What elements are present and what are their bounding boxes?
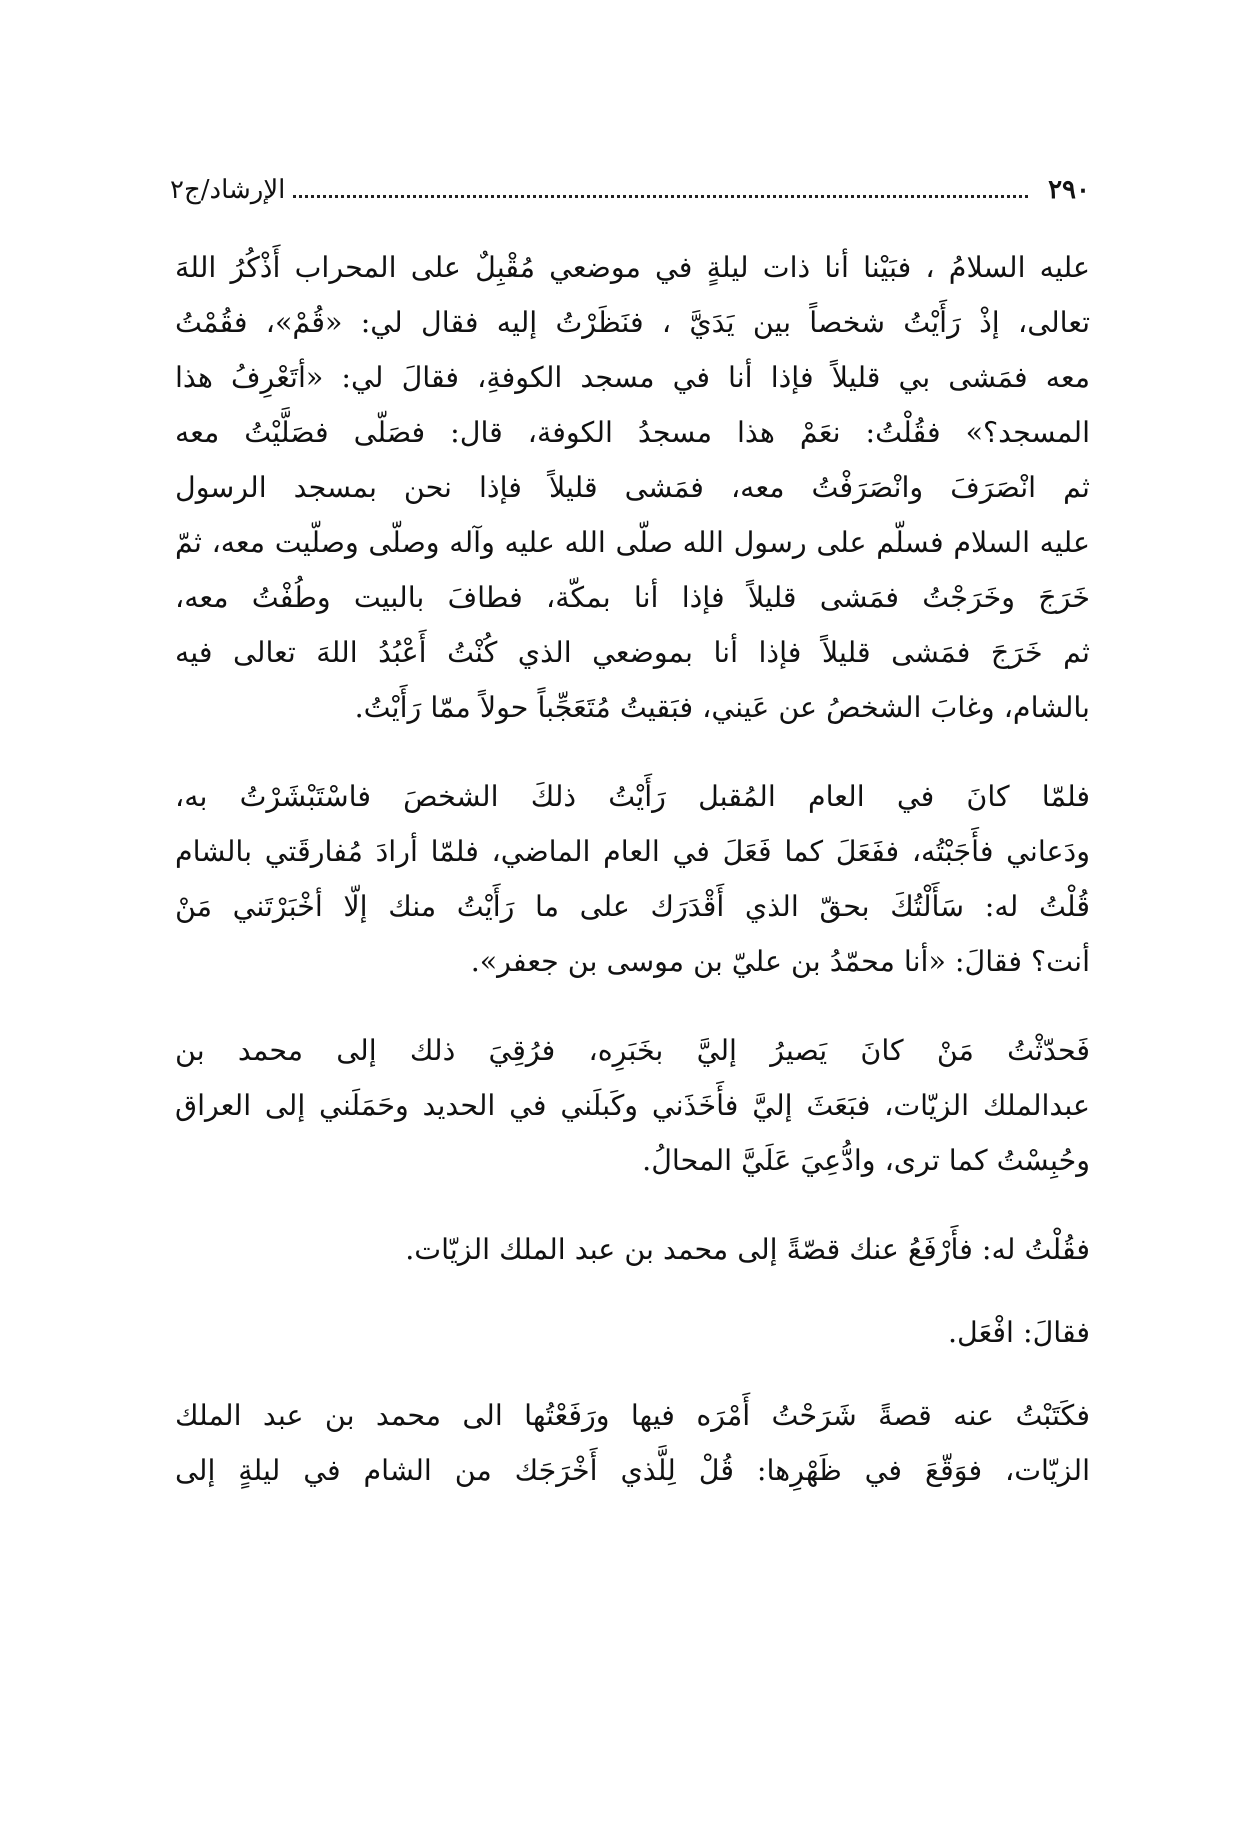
paragraph-5 bbox=[175, 1305, 1090, 1360]
text-line: ودَعاني فأَجَبْتُه، ففَعَلَ كما فَعَلَ في العام الماضي، فلمّا أرادَ مُفارقَتي بالشام bbox=[175, 835, 1090, 868]
paragraph-6 bbox=[175, 1388, 1090, 1498]
text-line: ثم انْصَرَفَ وانْصَرَفْتُ معه، فمَشى قليلاً فإذا نحن بمسجد الرسول bbox=[175, 471, 1090, 504]
text-line: الزيّات، فوَقّعَ في ظَهْرِها: قُلْ لِلَّذي أَخْرَجَك من الشام في ليلةٍ إلى bbox=[175, 1454, 1090, 1487]
text-line: قُلْتُ له: سَأَلْتُكَ بحقّ الذي أَقْدَرَك على ما رَأَيْتُ منك إلّا أخْبَرْتَني مَنْ bbox=[175, 890, 1090, 923]
header-dotted-leader bbox=[293, 195, 1028, 198]
text-line: فكَتَبْتُ عنه قصةً شَرَحْتُ أَمْرَه فيها ورَفَعْتُها الى محمد بن عبد الملك bbox=[175, 1399, 1090, 1432]
page-body bbox=[175, 240, 1090, 1498]
page-number: ٢٩٠ bbox=[1048, 175, 1090, 205]
paragraph-gap bbox=[175, 989, 1090, 1023]
paragraph-4 bbox=[175, 1222, 1090, 1277]
paragraph-gap bbox=[175, 1188, 1090, 1222]
text-line: فلمّا كانَ في العام المُقبل رَأَيْتُ ذلكَ الشخصَ فاسْتَبْشَرْتُ به، bbox=[175, 780, 1090, 813]
text-line: عليه السلام فسلّم على رسول الله صلّى الله عليه وآله وصلّى وصلّيت معه، ثمّ bbox=[175, 526, 1090, 559]
paragraph-1 bbox=[175, 240, 1090, 735]
text-line: ثم خَرَجَ فمَشى قليلاً فإذا أنا بموضعي الذي كُنْتُ أَعْبُدُ اللهَ تعالى فيه bbox=[175, 636, 1090, 669]
paragraph-2 bbox=[175, 769, 1090, 989]
text-line: وحُبِسْتُ كما ترى، وادُّعِيَ عَلَيَّ المحالُ. bbox=[642, 1144, 1090, 1177]
text-line: أنت؟ فقالَ: «أنا محمّدُ بن عليّ بن موسى بن جعفر». bbox=[470, 945, 1090, 978]
text-line: بالشام، وغابَ الشخصُ عن عَيني، فبَقيتُ مُتَعَجِّباً حولاً ممّا رَأَيْتُ. bbox=[354, 691, 1090, 724]
paragraph-3 bbox=[175, 1023, 1090, 1188]
text-line: عليه السلامُ ، فبَيْنا أنا ذات ليلةٍ في موضعي مُقْبِلٌ على المحراب أَذْكُرُ اللهَ bbox=[175, 251, 1090, 284]
text-line: عبدالملك الزيّات، فبَعَثَ إليَّ فأَخَذَني وكَبلَني في الحديد وحَمَلَني إلى العراق bbox=[175, 1089, 1090, 1122]
paragraph-gap bbox=[175, 1277, 1090, 1305]
page-header bbox=[170, 170, 1090, 210]
text-line: فقالَ: افْعَل. bbox=[947, 1316, 1090, 1349]
text-line: فقُلْتُ له: فأَرْفَعُ عنك قصّةً إلى محمد بن عبد الملك الزيّات. bbox=[405, 1233, 1090, 1266]
text-line: تعالى، إذْ رَأَيْتُ شخصاً بين يَدَيَّ ، فنَظَرْتُ إليه فقال لي: «قُمْ»، فقُمْتُ bbox=[175, 306, 1090, 339]
text-line: خَرَجَ وخَرَجْتُ فمَشى قليلاً فإذا أنا بمكّة، فطافَ بالبيت وطُفْتُ معه، bbox=[175, 581, 1090, 614]
paragraph-gap bbox=[175, 1360, 1090, 1388]
running-title: الإرشاد/ج٢ bbox=[170, 175, 286, 205]
paragraph-gap bbox=[175, 735, 1090, 769]
text-line: معه فمَشى بي قليلاً فإذا أنا في مسجد الكوفةِ، فقالَ لي: «أتَعْرِفُ هذا bbox=[175, 361, 1090, 394]
text-line: المسجد؟» فقُلْتُ: نعَمْ هذا مسجدُ الكوفة، قال: فصَلّى فصَلَّيْتُ معه bbox=[175, 416, 1090, 449]
text-line: فَحدّثْتُ مَنْ كانَ يَصيرُ إليَّ بخَبَرِه، فرُقِيَ ذلك إلى محمد بن bbox=[175, 1034, 1090, 1067]
